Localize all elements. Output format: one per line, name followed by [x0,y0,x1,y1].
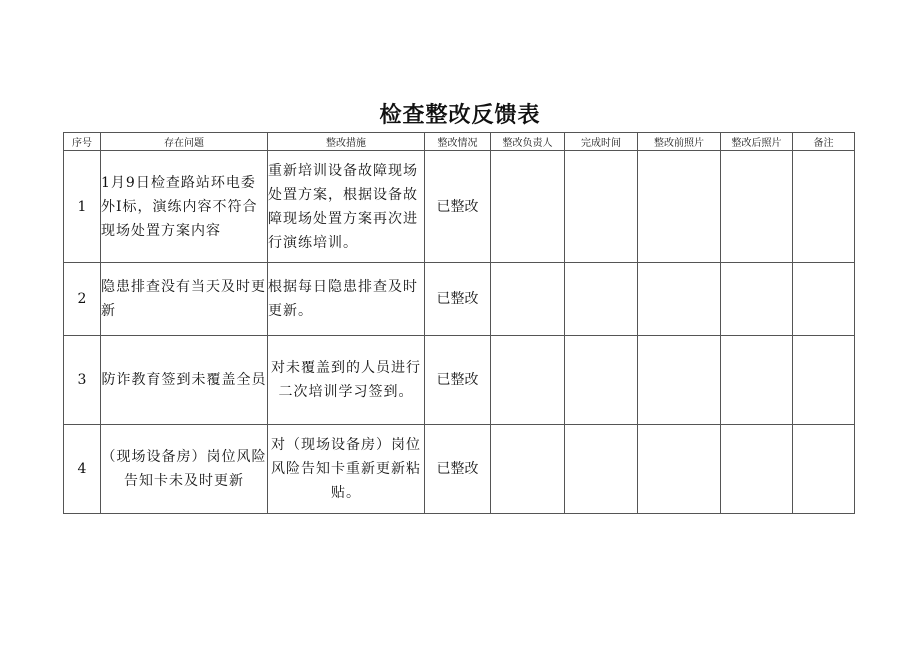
cell-seq: 3 [64,336,101,425]
cell-seq: 4 [64,425,101,514]
cell-after-photo [721,425,793,514]
cell-owner [491,425,565,514]
cell-measure: 对（现场设备房）岗位风险告知卡重新更新粘贴。 [268,425,425,514]
cell-remark [793,151,855,263]
cell-after-photo [721,336,793,425]
header-before-photo: 整改前照片 [638,133,721,151]
cell-measure: 重新培训设备故障现场处置方案，根据设备故障现场处置方案再次进行演练培训。 [268,151,425,263]
cell-issue: 隐患排查没有当天及时更新 [101,263,268,336]
cell-status: 已整改 [425,151,491,263]
cell-owner [491,336,565,425]
cell-status: 已整改 [425,263,491,336]
feedback-table [63,132,855,514]
header-after-photo: 整改后照片 [721,133,793,151]
cell-before-photo [638,263,721,336]
table-row [64,336,855,425]
cell-remark [793,336,855,425]
cell-issue: （现场设备房）岗位风险告知卡未及时更新 [101,425,268,514]
cell-measure: 根据每日隐患排查及时更新。 [268,263,425,336]
header-issue: 存在问题 [101,133,268,151]
header-measure: 整改措施 [268,133,425,151]
cell-before-photo [638,425,721,514]
cell-owner [491,263,565,336]
cell-done-time [565,151,638,263]
cell-before-photo [638,151,721,263]
cell-issue: 1月9日检查路站环电委外Ⅰ标，演练内容不符合现场处置方案内容 [101,151,268,263]
cell-done-time [565,336,638,425]
cell-after-photo [721,151,793,263]
cell-done-time [565,263,638,336]
table-row [64,151,855,263]
table-row [64,263,855,336]
cell-remark [793,263,855,336]
table-row [64,425,855,514]
cell-before-photo [638,336,721,425]
cell-owner [491,151,565,263]
cell-measure: 对未覆盖到的人员进行二次培训学习签到。 [268,336,425,425]
cell-remark [793,425,855,514]
cell-done-time [565,425,638,514]
cell-after-photo [721,263,793,336]
header-done-time: 完成时间 [565,133,638,151]
header-remark: 备注 [793,133,855,151]
document-title: 检查整改反馈表 [379,103,541,128]
header-status: 整改情况 [425,133,491,151]
cell-status: 已整改 [425,336,491,425]
header-owner: 整改负责人 [491,133,565,151]
table-header-row [64,133,855,151]
cell-seq: 2 [64,263,101,336]
cell-seq: 1 [64,151,101,263]
cell-issue: 防诈教育签到未覆盖全员 [101,336,268,425]
cell-status: 已整改 [425,425,491,514]
header-seq: 序号 [64,133,101,151]
